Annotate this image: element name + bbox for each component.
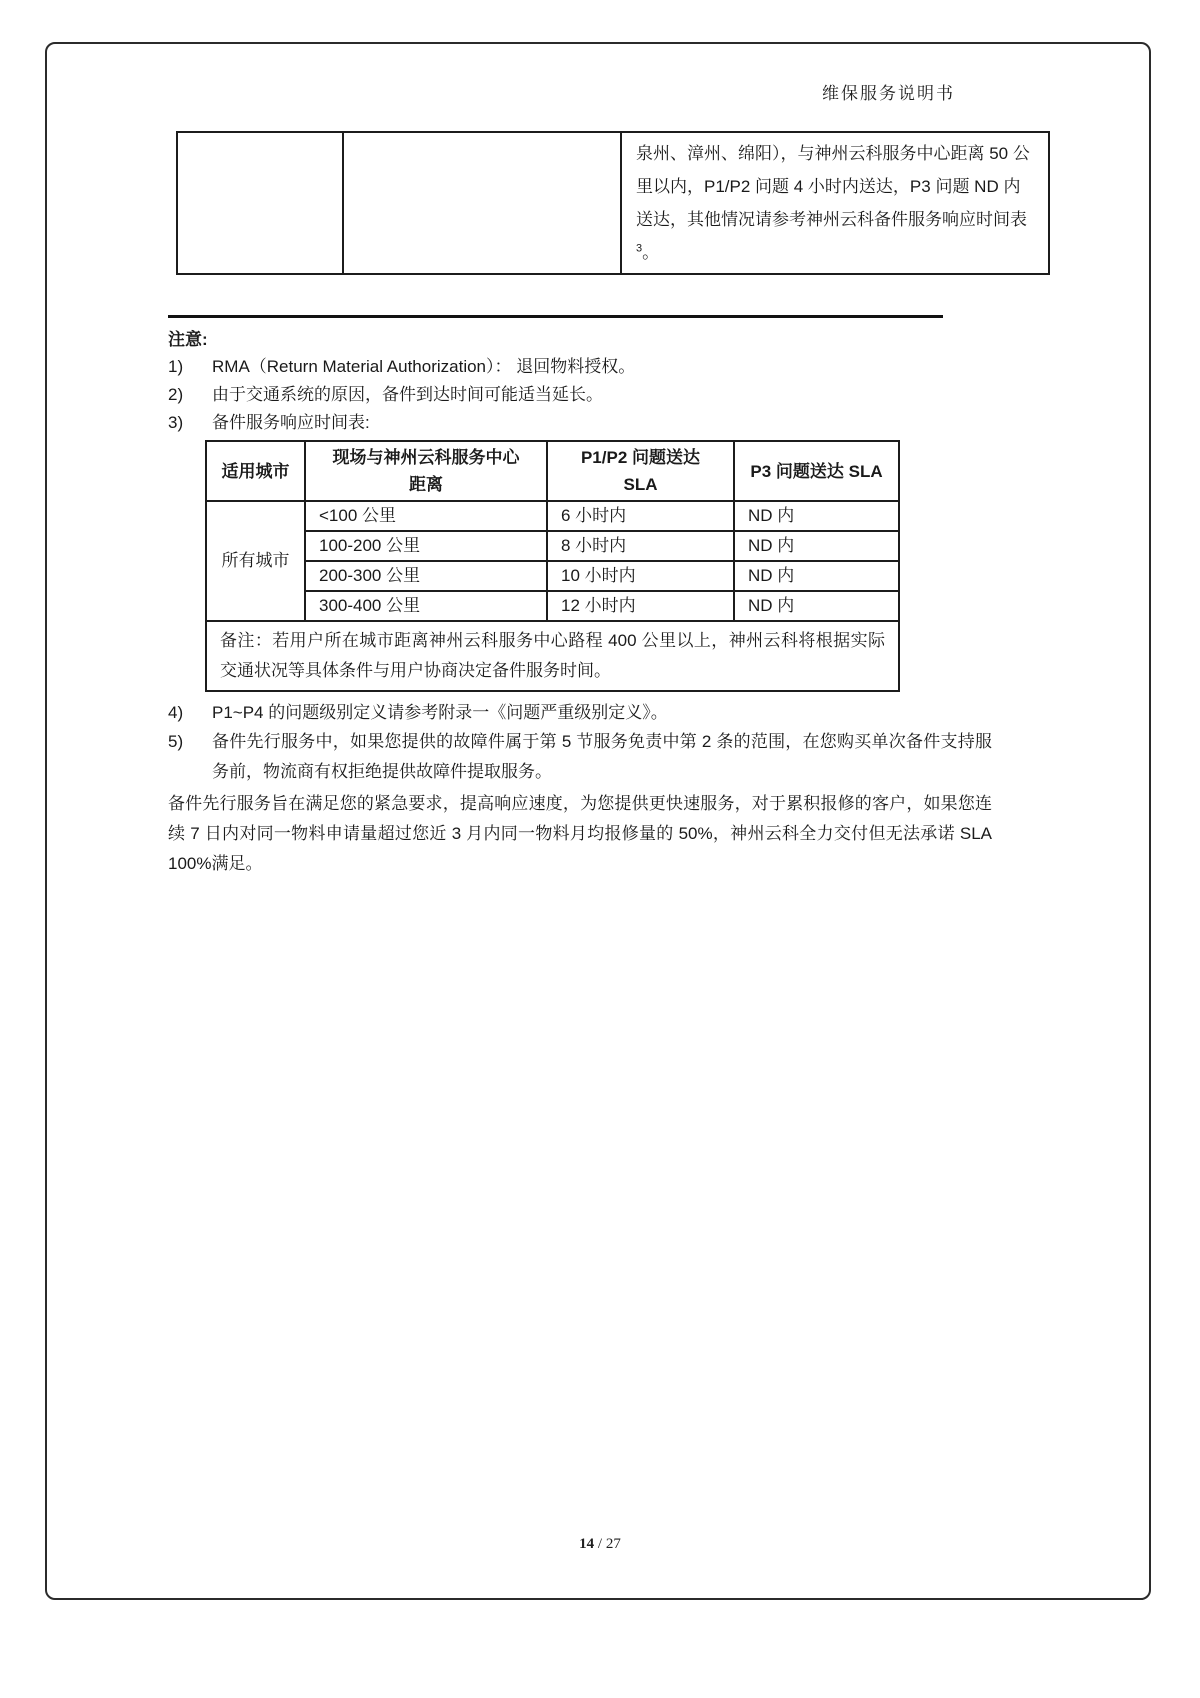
note-number: 3) (168, 413, 184, 432)
header-cell-city: 适用城市 (206, 441, 305, 501)
table-row (177, 132, 1049, 274)
note-text: 备件服务响应时间表: (212, 413, 370, 432)
header-cell-distance: 现场与神州云科服务中心距离 (305, 441, 547, 501)
notes-label: 注意: (168, 330, 208, 349)
table-row (206, 501, 899, 531)
note-text: RMA（Return Material Authorization）： 退回物料授权。 (212, 357, 636, 376)
note-number: 5) (168, 732, 184, 751)
p12-sla-cell: 12 小时内 (547, 591, 734, 621)
note-item-5 (168, 727, 992, 787)
distance-cell: 300-400 公里 (305, 591, 547, 621)
p12-sla-cell: 6 小时内 (547, 501, 734, 531)
page-header-title: 维保服务说明书 (822, 84, 955, 103)
cell-text-end: 。 (642, 243, 660, 262)
note-item-1 (168, 353, 992, 381)
section-divider (168, 315, 943, 318)
p12-sla-cell: 8 小时内 (547, 531, 734, 561)
header-cell-p3-sla: P3 问题送达 SLA (734, 441, 899, 501)
page-number-total: 27 (605, 1536, 621, 1552)
note-number: 4) (168, 703, 184, 722)
note-item-4 (168, 699, 992, 727)
note-text: 由于交通系统的原因，备件到达时间可能适当延长。 (212, 385, 603, 404)
continuation-cell-middle (343, 132, 621, 274)
page-footer (0, 1536, 1200, 1553)
table-remark-row (206, 621, 899, 691)
distance-cell: <100 公里 (305, 501, 547, 531)
note-text: 备件先行服务中，如果您提供的故障件属于第 5 节服务免责中第 2 条的范围，在您购买单次备件支持服务前，物流商有权拒绝提供故障件提取服务。 (212, 732, 992, 781)
page-content (168, 131, 1030, 879)
header-cell-p12-sla: P1/P2 问题送达 SLA (547, 441, 734, 501)
page-number-current: 14 (579, 1536, 595, 1552)
cell-text: 泉州、漳州、绵阳），与神州云科服务中心距离 50 公里以内，P1/P2 问题 4 小时内送达，P3 问题 ND 内送达，其他情况请参考神州云科备件服务响应时间表 (636, 144, 1030, 229)
table-header-row (206, 441, 899, 501)
note-item-3 (168, 409, 992, 437)
footnote-ref: 3 (636, 242, 643, 255)
page-number-separator: / (594, 1536, 606, 1552)
remark-cell: 备注：若用户所在城市距离神州云科服务中心路程 400 公里以上，神州云科将根据实际交通状况等具体条件与用户协商决定备件服务时间。 (206, 621, 899, 691)
table-row (206, 531, 899, 561)
group-cell-all-cities: 所有城市 (206, 501, 305, 621)
p12-sla-cell: 10 小时内 (547, 561, 734, 591)
continuation-cell-text (621, 132, 1049, 274)
continuation-table (176, 131, 1050, 275)
p3-sla-cell: ND 内 (734, 531, 899, 561)
p3-sla-cell: ND 内 (734, 591, 899, 621)
note-number: 1) (168, 357, 184, 376)
table-row (206, 561, 899, 591)
table-row (206, 591, 899, 621)
distance-cell: 200-300 公里 (305, 561, 547, 591)
sla-response-table (205, 440, 900, 692)
note-number: 2) (168, 385, 184, 404)
distance-cell: 100-200 公里 (305, 531, 547, 561)
closing-paragraph: 备件先行服务旨在满足您的紧急要求，提高响应速度，为您提供更快速服务，对于累积报修的客户，如果您连续 7 日内对同一物料申请量超过您近 3 月内同一物料月均报修量的 50%，神州云科全力交付但无法承诺 SLA 100%满足。 (168, 794, 992, 873)
p3-sla-cell: ND 内 (734, 501, 899, 531)
p3-sla-cell: ND 内 (734, 561, 899, 591)
note-item-2 (168, 381, 992, 409)
note-text: P1~P4 的问题级别定义请参考附录一《问题严重级别定义》。 (212, 703, 668, 722)
continuation-cell-left (177, 132, 343, 274)
